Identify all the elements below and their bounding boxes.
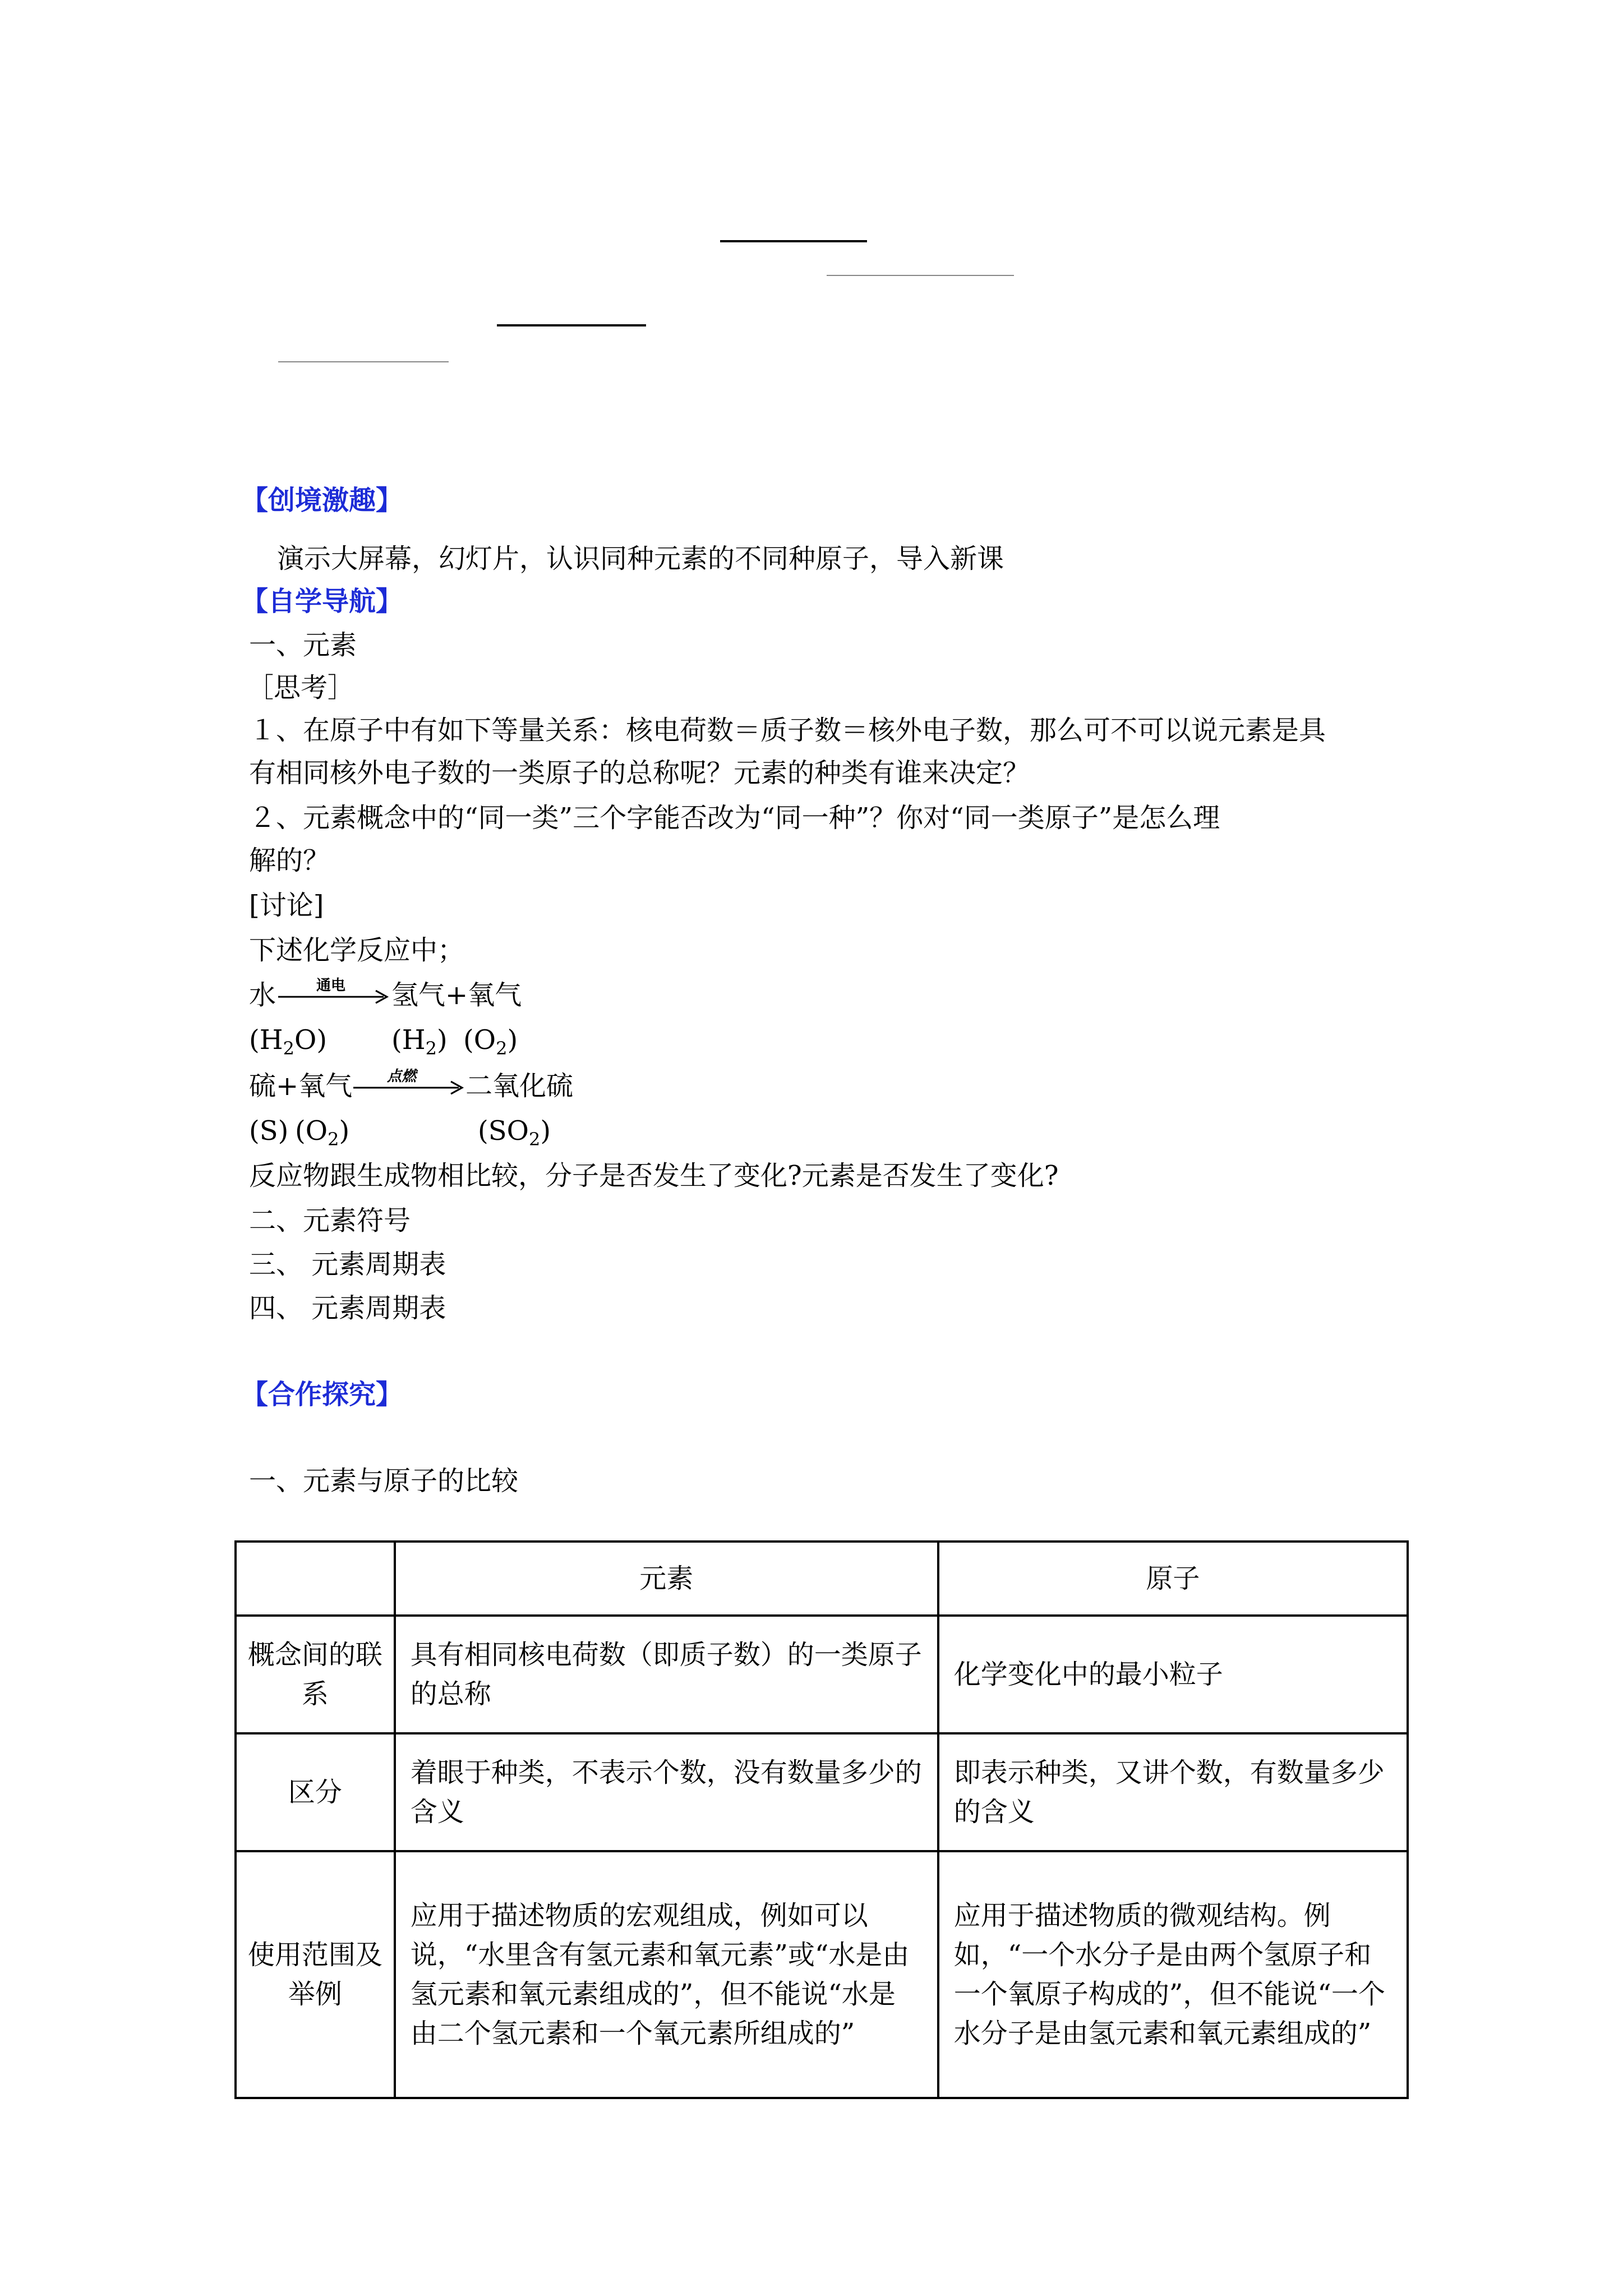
table-cell: 化学变化中的最小粒子 xyxy=(938,1616,1408,1733)
part1-title: 一、元素 xyxy=(249,629,357,661)
row-label: 区分 xyxy=(236,1733,395,1851)
think-label: ［思考］ xyxy=(247,672,355,703)
row-label: 概念间的联系 xyxy=(236,1616,395,1733)
reaction2-reactants: 硫+氧气 xyxy=(249,1070,353,1102)
arrow-right-icon xyxy=(277,978,391,1012)
reaction1-condition: 通电 xyxy=(316,977,346,994)
part4-title: 四、 元素周期表 xyxy=(249,1292,446,1324)
arrow-right-icon xyxy=(352,1069,467,1103)
formula-o2: $(O_2)$ xyxy=(463,1024,518,1059)
blank-line-2 xyxy=(827,275,1014,276)
reaction2-arrow xyxy=(352,1069,467,1103)
table-header-cell: 原子 xyxy=(938,1542,1408,1616)
formula-so2: $(SO_2)$ xyxy=(478,1115,551,1150)
comparison-table xyxy=(234,1540,1409,2099)
table-header-cell xyxy=(236,1542,395,1616)
table-row xyxy=(236,1616,1408,1733)
table-row xyxy=(236,1851,1408,2098)
question-1-line-2: 有相同核外电子数的一类原子的总称呢？元素的种类有谁来决定？ xyxy=(249,757,1030,789)
question-2-line-1: ２、元素概念中的“同一类”三个字能否改为“同一种”？你对“同一类原子”是怎么理 xyxy=(249,802,1220,834)
reaction-intro: 下述化学反应中； xyxy=(249,935,465,966)
intro-text: 演示大屏幕，幻灯片，认识同种元素的不同种原子，导入新课 xyxy=(277,543,1004,574)
section-hezuo: 【合作探究】 xyxy=(241,1379,403,1410)
section-chuangjing: 【创境激趣】 xyxy=(241,485,403,516)
blank-line-3 xyxy=(497,324,646,326)
question-1-line-1: １、在原子中有如下等量关系：核电荷数＝质子数＝核外电子数，那么可不可以说元素是具 xyxy=(249,715,1326,746)
coop-title: 一、元素与原子的比较 xyxy=(249,1465,519,1497)
table-cell: 应用于描述物质的宏观组成，例如可以说，“水里含有氢元素和氧元素”或“水是由氢元素和氧元素组成的”，但不能说“水是由二个氢元素和一个氧元素所组成的” xyxy=(395,1851,938,2098)
compare-question: 反应物跟生成物相比较，分子是否发生了变化?元素是否发生了变化? xyxy=(249,1160,1059,1191)
row-label: 使用范围及举例 xyxy=(236,1851,395,2098)
formula-water: $(H_2O)$ xyxy=(249,1024,328,1059)
formula-o2-b: $(O_2)$ xyxy=(295,1115,350,1150)
reaction2-condition: 点燃 xyxy=(387,1068,417,1085)
table-cell: 具有相同核电荷数（即质子数）的一类原子的总称 xyxy=(395,1616,938,1733)
question-2-line-2: 解的？ xyxy=(249,845,330,876)
part2-title: 二、元素符号 xyxy=(249,1205,411,1236)
part3-title: 三、 元素周期表 xyxy=(249,1249,446,1280)
table-header-cell: 元素 xyxy=(395,1542,938,1616)
reaction2-product: 二氧化硫 xyxy=(465,1070,574,1102)
table-row xyxy=(236,1733,1408,1851)
reaction1-arrow xyxy=(277,978,391,1012)
blank-line-1 xyxy=(720,240,867,242)
formula-s: (S) xyxy=(249,1115,289,1147)
section-zixue: 【自学导航】 xyxy=(241,586,403,617)
table-cell: 即表示种类，又讲个数，有数量多少的含义 xyxy=(938,1733,1408,1851)
reaction1-products: 氢气+氧气 xyxy=(391,979,522,1011)
discuss-label: [讨论] xyxy=(249,890,324,921)
table-cell: 着眼于种类，不表示个数，没有数量多少的含义 xyxy=(395,1733,938,1851)
blank-line-4 xyxy=(278,361,449,362)
table-cell: 应用于描述物质的微观结构。例如，“一个水分子是由两个氢原子和一个氧原子构成的”，但不能说“一个水分子是由氢元素和氧元素组成的” xyxy=(938,1851,1408,2098)
formula-h2: $(H_2)$ xyxy=(391,1024,448,1059)
table-header-row xyxy=(236,1542,1408,1616)
reaction1-reactant: 水 xyxy=(249,979,276,1011)
